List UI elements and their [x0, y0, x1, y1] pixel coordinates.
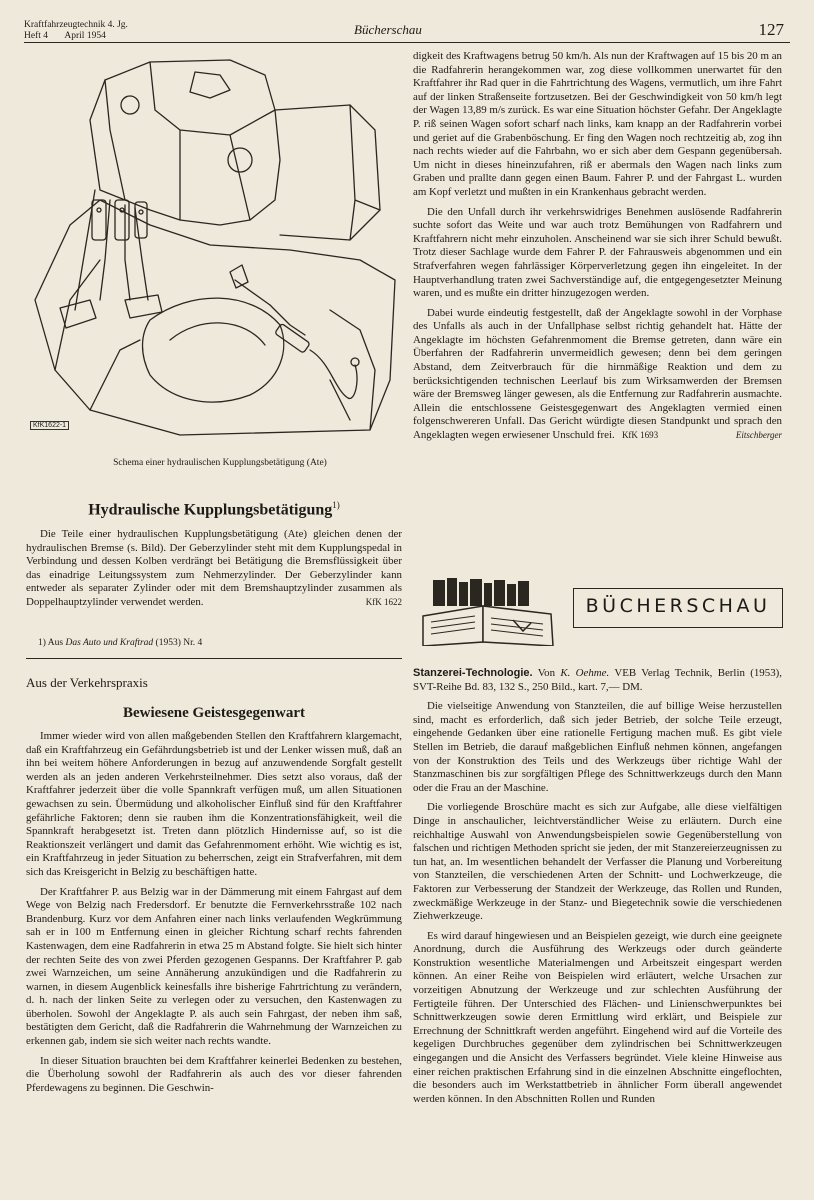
- book-review-body: [413, 667, 782, 1112]
- figure-code: KfK1622-1: [30, 421, 69, 430]
- paragraph: Der Kraftfahrer P. aus Belzig war in der Dämmerung mit einem Fahrgast auf dem Wege von Belzig nach Fredersdorf. Er benutzte die Fernverkehrsstraße 102 nach Brandenburg. Kurz vor dem Anfahren einer nach links verlaufenden Wegkrümmung sah er in 100 m Entfernung einen in gleicher Richtung scharf rechts fahrenden Kastenwagen, dem eine Radfahrerin in etwa 25 m Abstand folgte. Sie hielt sich hinter der rechten Seite des von zwei Pferden gezogenen Gespanns. Der Kraftfahrer P. gab zwei Warnzeichen, um seine Annäherung anzukündigen und die Radfahrerin zu warnen, in diesem Augenblick keinesfalls ihre bisherige Fahrtrichtung zu verändern, d. h. nach der linken Seite zu verlegen oder zu versuchen, den Kastenwagen zu überholen. Sowohl der Angeklagte P. als auch sein Fahrgast, der neben ihm saß, bestätigten dem Gericht, daß die Radfahrerin die Wahrnehmung der Warnzeichen zu erkennen gab, indem sie sich weiter nach rechts wandte.: [26, 885, 402, 1048]
- article-geistesgegenwart-body: [26, 730, 402, 1101]
- book-details: VEB Verlag Technik, Berlin (1953), SVT-Reihe Bd. 83, 132 S., 250 Bild., kart. 7,— DM.: [413, 667, 782, 693]
- article-title-hydraulic-clutch: [26, 500, 402, 519]
- article-paragraph: [26, 528, 402, 610]
- footnote-rest: (1953) Nr. 4: [155, 638, 203, 648]
- paragraph: Die vielseitige Anwendung von Stanzteilen, die auf billige Weise herzustellen sind, macht es erforderlich, daß sich jeder Betrieb, der solche Teile erzeugt, eingehende Gedanken über eine rationelle Fertigung machen muß. Es gibt viele Stellen im Betrieb, die darauf maßgeblichen Einfluß nehmen können, angefangen von der Konstruktion des Teils und des Werkzeugs über richtige Wahl der Stanzmaschinen bis zur sorgfältigen Pflege des Schnittwerkzeugs durch den Mann oder die Frau an der Maschine.: [413, 700, 782, 794]
- article-title-geistesgegenwart: Bewiesene Geistesgegenwart: [122, 705, 306, 721]
- paragraph: Die vorliegende Broschüre macht es sich zur Aufgabe, alle diese vielfältigen Dinge in anschaulicher, leichtverständlicher Weise zu erläutern. Durch eine reichhaltige Auswahl von Anwendungsbeispielen sowie Gegenüberstellung von falschen und richtigen Methoden spricht sie jeden, der mit Stanzereierzeugnissen zu tun hat, an. Im wesentlichen behandelt der Verfasser die Planung und Vorbereitung von Stanzteilen, die verschiedenen Arten der Schnitt- und Lochwerkzeuge, die Faktoren zur Verbesserung der Standzeit der Werkzeuge, das Rollen und Runden, zweckmäßige Werkzeuge in der Stanz- und Biegetechnik sowie die verschiedenen Ziehwerkzeuge.: [413, 801, 782, 923]
- footnote-label: 1) Aus: [38, 638, 64, 648]
- paragraph: [413, 307, 782, 443]
- section-title: Bücherschau: [354, 22, 422, 37]
- book-by: Von: [537, 667, 556, 679]
- divider: [26, 658, 402, 659]
- banner-box: [573, 588, 783, 628]
- paragraph: Es wird darauf hingewiesen und an Beispielen gezeigt, wie durch eine geeignete Anordnung, durch die Ausführung des Werkzeugs oder durch geänderte Konstruktion wesentliche Materialmengen und Arbeitszeit eingespart werden können. An einer Reihe von Beispielen wird erläutert, welche Ursachen zur vorzeitigen Abnutzung der Werkzeuge und zur schlechten Ausführung der Fertigteile führen. Der Unterschied des Flächen- und Linienschwerpunktes bei Schnittwerkzeugen sowie deren Ermittlung wird erklärt, und Beispiele zur Errechnung der Schnittkraft werden angeführt. Eingehend wird auf die Vorteile des kegeligen Durchbruches gegenüber dem zylindrischen bei Schnittwerkzeugen eingegangen und die Ansicht des Verfassers begründet. Viele kleine Hinweise aus einer reichen praktischen Erfahrung sind in die einzelnen Abschnitte eingeflochten, die besonders auch im Werkstattbetrieb in ähnlicher Form überall angewendet werden können. In den Abschnitten Rollen und Runden: [413, 929, 782, 1105]
- book-author: K. Oehme.: [560, 667, 610, 679]
- article-title-text: Hydraulische Kupplungsbetätigung: [88, 501, 333, 519]
- book-citation: [413, 667, 782, 694]
- rubric: Aus der Verkehrspraxis: [26, 675, 148, 690]
- article-signature: [617, 430, 782, 441]
- footnote: [38, 638, 202, 648]
- footnote-mark: 1): [332, 500, 340, 510]
- issue-date: April 1954: [64, 31, 106, 41]
- paragraph: Die den Unfall durch ihr verkehrswidriges Benehmen auslösende Radfahrerin suchte sofort das Weite und war auch trotz Bemühungen von Radfahrern und Kraftfahrern nicht mehr einzuholen. Anscheinend war sie sich ihrer Schuld bewußt. Trotz dieser Sachlage wurde dem Fahrer P. der Fahrausweis abgenommen und ein Strafverfahren wegen fahrlässiger Körperverletzung gegen ihn eingeleitet. In der Hauptverhandlung traten zwei Sachverständige auf, die entgegengesetzter Meinung waren, und es mußte ein dritter hinzugezogen werden.: [413, 205, 782, 300]
- article-text: Die Teile einer hydraulischen Kupplungsbetätigung (Ate) gleichen denen der hydraulischen Bremse (s. Bild). Der Geberzylinder steht mit dem Kupplungspedal in Verbindung und dessen Kolben verdrängt bei Betätigung die Bremsflüssigkeit über das einadrige Leitungssystem zum Nehmerzylinder. Der Geberzylinder kann entweder als separater Zylinder oder mit dem Bremshauptzylinder zusammen als Doppelhauptzylinder verwendet werden.: [26, 528, 402, 608]
- open-book-icon: [413, 576, 563, 646]
- clutch-schematic-figure: [30, 50, 400, 450]
- article-author: Eitschberger: [735, 430, 782, 441]
- paragraph-text: Dabei wurde eindeutig festgestellt, daß der Angeklagte sowohl in der Vorphase des Unfalls als auch in der Unfallphase selbst richtig gehandelt hat. Hätte der Angeklagte im höchsten Gefahrenmoment die Bremse getreten, dann wäre ein Überfahren der Radfahrerin unvermeidlich gewesen; denn bei dem geringen Abstand, dem Zeitverbrauch für die hirnmäßige Reaktion und dem zu berücksichtigenden technischen Leerlauf bis zum Wirksamwerden der Bremsen wäre der Bremsweg länger gewesen, als die Entfernung zur Radfahrerin ausmachte. Allein die entschlossene Geistesgegenwart des Angeklagten vermied einen folgenschwereren Unfall. Das Gericht würdigte diesen Standpunkt und sprach den Angeklagten wegen erwiesener Unschuld frei.: [413, 306, 782, 442]
- page-number: 127: [758, 20, 784, 39]
- article-code: KfK 1622: [365, 596, 402, 607]
- journal-name: Kraftfahrzeugtechnik 4. Jg.: [24, 20, 128, 30]
- book-review-banner: [413, 576, 782, 646]
- footnote-source: Das Auto und Kraftrad: [65, 638, 154, 648]
- article-code: KfK 1693: [621, 430, 659, 441]
- paragraph: In dieser Situation brauchten bei dem Kraftfahrer keinerlei Bedenken zu bestehen, die Überholung sowohl der Radfahrerin als auch des vor dieser fahrenden Pferdewagens zu beginnen. Die Geschwin-: [26, 1054, 402, 1094]
- journal-info: [24, 20, 128, 42]
- issue-number: Heft 4: [24, 31, 49, 41]
- figure-caption: Schema einer hydraulischen Kupplungsbetätigung (Ate): [113, 458, 327, 468]
- paragraph: digkeit des Kraftwagens betrug 50 km/h. Als nun der Kraftwagen auf 15 bis 20 m an die Radfahrerin herangekommen war, zog diese vollkommen unerwartet für den Kraftfahrer ihr Rad quer in die Fahrtrichtung des Wagens, vermutlich, um ihre Fahrt auf der linken Straßenseite fortzusetzen. Bei der Geschwindigkeit von 50 km/h legt der Wagen 13,89 m/s zurück. Es war eine Situation höchster Gefahr. Der Angeklagte P. riß seinen Wagen sofort scharf nach links, kam knapp an der Radfahrerin vorbei und geriet auf die Grabenböschung. Er fing den Wagen noch rechtzeitig ab, zog ihn nach rechts wieder auf die Fahrbahn, wo er sich aber dem Gespann gegenübersah. Um nicht in dieses hineinzufahren, riß er abermals den Wagen nach links zum Graben und prallte dann gegen einen Baum. Fahrer P. und der Fahrgast L. wurden am Kopf verletzt und mußten in ein Krankenhaus gebracht werden.: [413, 50, 782, 198]
- paragraph: Immer wieder wird von allen maßgebenden Stellen den Kraftfahrern klargemacht, daß ein Kraftfahrzeug ein Gefährdungsbetrieb ist und der Lenker wissen muß, daß an ihn bei weitem höhere Anforderungen in bezug auf anzuwendende Sorgfalt gestellt werden als an jeden anderen Verkehrsteilnehmer. Dies setzt also voraus, daß der Kraftfahrer jederzeit über die volle Spannkraft verfügen muß, um allen Situationen gewachsen zu sein. Übermüdung und alkoholischer Einfluß sind für den Kraftfahrer gefährliche Faktoren; denn sie rauben ihm die Konzentrationsfähigkeit, weil die Spannkraft herabgesetzt ist. Treten dann plötzlich Hindernisse auf, so ist die Reaktionszeit verlängert und damit das Gefahrenmoment erhöht. Wie wichtig es ist, ein Kraftfahrzeug in jeder Situation zu beherrschen, zeigt ein Strafverfahren, mit dem sich das Kreisgericht in Belzig zu beschäftigen hatte.: [26, 730, 402, 878]
- article-continuation: [413, 50, 782, 449]
- page-header: [24, 20, 790, 43]
- article-hydraulic-clutch-body: [26, 528, 402, 616]
- banner-title: BÜCHERSCHAU: [585, 595, 771, 617]
- book-title: Stanzerei-Technologie.: [413, 667, 533, 679]
